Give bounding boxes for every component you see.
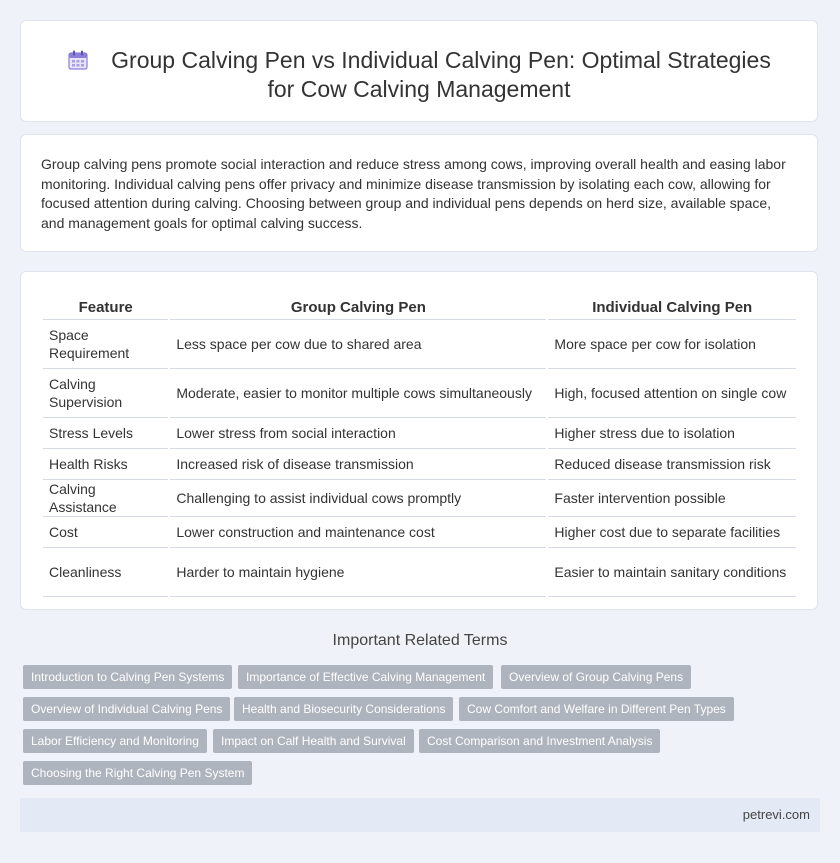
table-row bbox=[43, 320, 796, 369]
header-individual-pen: Individual Calving Pen bbox=[548, 295, 796, 320]
cell-individual: Easier to maintain sanitary conditions bbox=[548, 548, 796, 597]
cell-feature: Cleanliness bbox=[43, 548, 168, 597]
cell-individual: Higher stress due to isolation bbox=[548, 418, 796, 449]
cell-feature: Stress Levels bbox=[43, 418, 168, 449]
comparison-card bbox=[20, 271, 818, 610]
related-term-tag[interactable]: Cow Comfort and Welfare in Different Pen Types bbox=[459, 697, 734, 721]
related-term-tag[interactable]: Overview of Individual Calving Pens bbox=[23, 697, 230, 721]
cell-individual: Reduced disease transmission risk bbox=[548, 449, 796, 480]
cell-feature: Space Requirement bbox=[43, 320, 168, 369]
table-row bbox=[43, 517, 796, 548]
intro-text: Group calving pens promote social interaction and reduce stress among cows, improving overall health and easing labor monitoring. Individual calving pens offer privacy and minimize disease transmission by isolating each cow, allowing for focused attention during calving. Choosing between group and individual pens depends on herd size, available space, and management goals for optimal calving success. bbox=[41, 156, 786, 231]
calendar-icon bbox=[67, 49, 89, 71]
related-terms-title: Important Related Terms bbox=[332, 632, 508, 649]
table-row bbox=[43, 418, 796, 449]
table-row bbox=[43, 480, 796, 517]
table-row bbox=[43, 369, 796, 418]
cell-group: Moderate, easier to monitor multiple cows simultaneously bbox=[170, 369, 546, 418]
cell-group: Increased risk of disease transmission bbox=[170, 449, 546, 480]
footer bbox=[20, 798, 820, 832]
cell-feature: Health Risks bbox=[43, 449, 168, 480]
table-row bbox=[43, 449, 796, 480]
related-term-tag[interactable]: Choosing the Right Calving Pen System bbox=[23, 761, 252, 785]
cell-individual: Higher cost due to separate facilities bbox=[548, 517, 796, 548]
related-term-tag[interactable]: Impact on Calf Health and Survival bbox=[213, 729, 414, 753]
related-term-tag[interactable]: Importance of Effective Calving Management bbox=[238, 665, 493, 689]
related-term-tag[interactable]: Labor Efficiency and Monitoring bbox=[23, 729, 207, 753]
table-header-row bbox=[43, 295, 796, 320]
cell-group: Harder to maintain hygiene bbox=[170, 548, 546, 597]
comparison-table bbox=[41, 295, 798, 597]
cell-feature: Cost bbox=[43, 517, 168, 548]
intro-card bbox=[20, 134, 818, 252]
related-term-tag[interactable]: Cost Comparison and Investment Analysis bbox=[419, 729, 660, 753]
header-feature: Feature bbox=[43, 295, 168, 320]
title-card bbox=[20, 20, 818, 122]
footer-site-link[interactable]: petrevi.com bbox=[742, 807, 810, 822]
title-line-2: for Cow Calving Management bbox=[267, 76, 571, 102]
cell-individual: Faster intervention possible bbox=[548, 480, 796, 517]
cell-individual: More space per cow for isolation bbox=[548, 320, 796, 369]
cell-group: Less space per cow due to shared area bbox=[170, 320, 546, 369]
cell-individual: High, focused attention on single cow bbox=[548, 369, 796, 418]
page-title bbox=[21, 46, 817, 104]
title-line-1: Group Calving Pen vs Individual Calving Pen: Optimal Strategies bbox=[111, 47, 771, 73]
table-row bbox=[43, 548, 796, 597]
cell-group: Challenging to assist individual cows promptly bbox=[170, 480, 546, 517]
related-term-tag[interactable]: Introduction to Calving Pen Systems bbox=[23, 665, 232, 689]
related-term-tag[interactable]: Health and Biosecurity Considerations bbox=[234, 697, 453, 721]
cell-feature: Calving Assistance bbox=[43, 480, 168, 517]
cell-feature: Calving Supervision bbox=[43, 369, 168, 418]
header-group-pen: Group Calving Pen bbox=[170, 295, 546, 320]
related-term-tag[interactable]: Overview of Group Calving Pens bbox=[501, 665, 691, 689]
cell-group: Lower stress from social interaction bbox=[170, 418, 546, 449]
cell-group: Lower construction and maintenance cost bbox=[170, 517, 546, 548]
